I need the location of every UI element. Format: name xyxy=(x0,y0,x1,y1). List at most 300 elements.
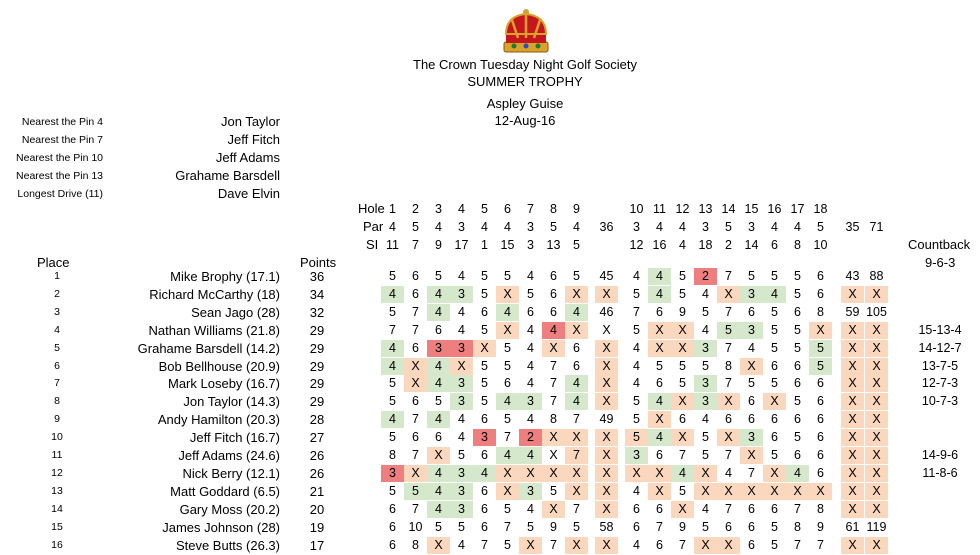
si-label: SI xyxy=(366,237,379,252)
score-cell: 3 xyxy=(625,447,648,464)
hole-number: 17 xyxy=(790,202,805,216)
score-cell: 4 xyxy=(565,304,588,321)
score-cell: 3 xyxy=(450,465,473,482)
score-cell: 8 xyxy=(794,519,801,534)
hole-number: 15 xyxy=(744,202,759,216)
score-cell: 5 xyxy=(504,537,511,552)
score-cell: X xyxy=(549,448,558,462)
score-cell: 5 xyxy=(389,304,396,319)
score-cell: 3 xyxy=(694,375,717,392)
player-name: Jeff Fitch (16.7) xyxy=(189,430,280,446)
score-cell: 4 xyxy=(458,430,465,445)
score-cell: 4 xyxy=(458,537,465,552)
points-header: Points xyxy=(300,255,337,270)
score-cell: 4 xyxy=(648,268,671,285)
score-cell: 6 xyxy=(481,501,488,516)
score-cell: 5 xyxy=(794,286,801,301)
score-cell: 6 xyxy=(725,412,732,427)
score-cell: 5 xyxy=(389,394,396,409)
course-name: Aspley Guise xyxy=(486,96,564,111)
score-cell: 3 xyxy=(694,393,717,410)
score-cell: X xyxy=(841,322,864,339)
score-cell: X xyxy=(595,537,618,554)
score-cell: 9 xyxy=(550,519,557,534)
player-countback: 11-8-6 xyxy=(922,465,958,480)
score-cell: 5 xyxy=(389,430,396,445)
par-value: 4 xyxy=(481,220,488,234)
score-cell: X xyxy=(473,340,496,357)
score-cell: 4 xyxy=(427,358,450,375)
score-cell: 5 xyxy=(633,394,640,409)
score-cell: X xyxy=(841,411,864,428)
player-place: 3 xyxy=(54,305,60,318)
score-cell: 6 xyxy=(817,286,824,301)
score-cell: 5 xyxy=(625,429,648,446)
score-cell: 4 xyxy=(381,286,404,303)
score-cell: X xyxy=(648,340,671,357)
si-value: 12 xyxy=(629,238,644,252)
score-cell: 6 xyxy=(817,465,824,480)
score-cell: 5 xyxy=(481,394,488,409)
score-cell: 6 xyxy=(389,519,396,534)
player-name: Jeff Adams (24.6) xyxy=(178,448,280,463)
score-cell: 3 xyxy=(740,429,763,446)
score-cell: 4 xyxy=(427,483,450,500)
score-cell: 5 xyxy=(771,376,778,391)
score-cell: X xyxy=(809,483,832,500)
score-cell: 6 xyxy=(679,412,686,427)
score-cell: 6 xyxy=(748,501,755,516)
player-place: 10 xyxy=(51,431,63,444)
score-cell: 4 xyxy=(381,411,404,428)
score-cell: X xyxy=(865,340,888,357)
score-cell: X xyxy=(602,322,611,337)
score-cell: 3 xyxy=(694,340,717,357)
score-cell: 4 xyxy=(427,304,450,321)
score-cell: X xyxy=(671,340,694,357)
event-date: 12-Aug-16 xyxy=(494,113,556,128)
score-cell: 7 xyxy=(656,519,663,534)
score-cell: 6 xyxy=(771,358,778,373)
score-cell: X xyxy=(865,375,888,392)
score-cell: 5 xyxy=(702,448,709,462)
score-cell: X xyxy=(717,537,740,554)
score-cell: 5 xyxy=(679,483,686,498)
score-cell: 5 xyxy=(794,340,801,355)
par-value: 4 xyxy=(656,220,663,234)
score-cell: 7 xyxy=(550,358,557,373)
score-cell: X xyxy=(671,501,694,518)
player-name: Richard McCarthy (18) xyxy=(149,286,280,302)
score-cell: 4 xyxy=(527,376,534,391)
score-cell: 6 xyxy=(435,430,442,445)
score-cell: 7 xyxy=(794,537,801,552)
score-cell: 2 xyxy=(519,429,542,446)
score-cell: X xyxy=(404,465,427,482)
player-points: 29 xyxy=(309,340,325,356)
award-label: Nearest the Pin 7 xyxy=(21,134,103,146)
score-cell: X xyxy=(841,447,864,464)
score-cell: X xyxy=(841,340,864,357)
score-cell: X xyxy=(841,286,864,303)
score-cell: 5 xyxy=(771,448,778,462)
score-cell: 5 xyxy=(404,483,427,500)
score-cell: 5 xyxy=(389,269,396,283)
par-value: 5 xyxy=(550,220,557,234)
score-cell: X xyxy=(865,537,888,554)
player-name: Grahame Barsdell (14.2) xyxy=(137,340,280,356)
score-cell: X xyxy=(717,483,740,500)
player-points: 34 xyxy=(309,286,325,302)
score-cell: X xyxy=(450,358,473,375)
score-cell: 3 xyxy=(450,483,473,500)
score-cell: 9 xyxy=(679,304,686,319)
score-cell: X xyxy=(841,501,864,518)
score-cell: 6 xyxy=(748,304,755,319)
score-cell: 7 xyxy=(550,394,557,409)
score-cell: 3 xyxy=(450,393,473,410)
score-cell: 6 xyxy=(748,519,755,534)
score-cell: 8 xyxy=(412,537,419,552)
si-value: 7 xyxy=(412,238,419,252)
award-winner: Grahame Barsdell xyxy=(175,168,280,183)
score-cell: X xyxy=(595,286,618,303)
score-cell: 4 xyxy=(496,447,519,464)
par-value: 4 xyxy=(504,220,511,234)
score-cell: X xyxy=(841,429,864,446)
hole-number: 8 xyxy=(550,202,557,216)
score-cell: 7 xyxy=(412,322,419,337)
score-cell: X xyxy=(763,483,786,500)
score-cell: X xyxy=(865,465,888,482)
score-cell: 4 xyxy=(427,411,450,428)
score-cell: 6 xyxy=(794,448,801,462)
score-cell: 5 xyxy=(389,376,396,391)
player-place: 5 xyxy=(54,341,60,354)
score-cell: 5 xyxy=(679,376,686,391)
score-cell: 4 xyxy=(458,269,465,283)
si-value: 16 xyxy=(652,238,667,252)
score-cell: 5 xyxy=(794,269,801,283)
score-cell: 4 xyxy=(427,375,450,392)
hole-number: 9 xyxy=(573,202,580,216)
score-cell: X xyxy=(625,465,648,482)
score-cell: X xyxy=(865,501,888,518)
award-winner: Jeff Fitch xyxy=(227,132,280,147)
player-points: 29 xyxy=(309,358,325,374)
player-place: 4 xyxy=(54,323,60,336)
score-cell: 7 xyxy=(412,412,419,427)
award-winner: Jon Taylor xyxy=(220,114,280,129)
score-cell: 6 xyxy=(527,304,534,319)
score-cell: 5 xyxy=(633,286,640,301)
player-name: Bob Bellhouse (20.9) xyxy=(158,358,280,374)
par-value: 35 xyxy=(845,220,860,234)
score-cell: 4 xyxy=(633,340,640,355)
player-place: 7 xyxy=(54,377,60,390)
score-cell: 5 xyxy=(702,519,709,534)
score-cell: 7 xyxy=(725,340,732,355)
countback-header: Countback xyxy=(908,237,971,252)
score-cell: 5 xyxy=(481,376,488,391)
award-label: Longest Drive (11) xyxy=(17,188,103,200)
score-cell: 8 xyxy=(817,501,824,516)
hole-number: 4 xyxy=(458,202,465,216)
score-cell: 9 xyxy=(817,519,824,534)
score-cell: 6 xyxy=(633,501,640,516)
score-cell: X xyxy=(809,322,832,339)
score-cell: 7 xyxy=(550,537,557,552)
par-value: 3 xyxy=(702,220,709,234)
score-cell: 6 xyxy=(794,358,801,373)
score-cell: 4 xyxy=(381,340,404,357)
si-value: 13 xyxy=(546,238,561,252)
score-cell: X xyxy=(595,447,618,464)
score-cell: 4 xyxy=(702,286,709,301)
score-cell: 7 xyxy=(573,501,580,516)
score-cell: 7 xyxy=(481,537,488,552)
par-label: Par xyxy=(363,219,384,234)
si-value: 11 xyxy=(386,238,399,252)
score-cell: 4 xyxy=(633,376,640,391)
hole-number: 5 xyxy=(481,202,488,216)
score-cell: 6 xyxy=(389,537,396,552)
score-cell: 6 xyxy=(412,430,419,445)
award-label: Nearest the Pin 13 xyxy=(16,170,103,182)
score-cell: X xyxy=(595,358,618,375)
score-cell: 6 xyxy=(748,412,755,427)
score-cell: 5 xyxy=(458,519,465,534)
score-cell: 4 xyxy=(786,465,809,482)
score-cell: 4 xyxy=(763,286,786,303)
score-cell: 5 xyxy=(504,358,511,373)
score-cell: X xyxy=(595,483,618,500)
score-cell: X xyxy=(841,537,864,554)
score-cell: 6 xyxy=(633,519,640,534)
score-cell: 6 xyxy=(656,376,663,391)
score-cell: 7 xyxy=(565,447,588,464)
score-cell: 4 xyxy=(748,340,755,355)
score-cell: 5 xyxy=(771,519,778,534)
score-cell: X xyxy=(841,393,864,410)
score-cell: 4 xyxy=(473,465,496,482)
score-cell: 3 xyxy=(450,286,473,303)
player-place: 14 xyxy=(51,502,63,515)
score-cell: 6 xyxy=(573,358,580,373)
score-cell: 3 xyxy=(519,393,542,410)
si-value: 18 xyxy=(698,238,713,252)
player-place: 13 xyxy=(51,484,63,497)
score-cell: 5 xyxy=(633,412,640,427)
score-cell: 4 xyxy=(427,286,450,303)
score-cell: X xyxy=(865,393,888,410)
score-cell: 8 xyxy=(725,358,732,373)
score-cell: X xyxy=(648,465,671,482)
score-cell: 5 xyxy=(573,269,580,283)
score-cell: 4 xyxy=(496,393,519,410)
score-cell: X xyxy=(595,501,618,518)
score-cell: 5 xyxy=(504,269,511,283)
score-cell: 3 xyxy=(450,340,473,357)
score-cell: 4 xyxy=(527,322,534,337)
score-cell: 4 xyxy=(648,429,671,446)
score-cell: X xyxy=(648,322,671,339)
score-cell: 5 xyxy=(527,286,534,301)
score-cell: 6 xyxy=(550,269,557,283)
score-cell: 4 xyxy=(458,412,465,427)
score-cell: 5 xyxy=(573,519,580,534)
score-cell: 5 xyxy=(771,322,778,337)
score-cell: 6 xyxy=(817,448,824,462)
player-place: 12 xyxy=(51,466,63,479)
crown-logo xyxy=(500,8,552,56)
si-value: 5 xyxy=(573,238,580,252)
score-cell: 5 xyxy=(679,358,686,373)
score-cell: X xyxy=(595,340,618,357)
score-cell: X xyxy=(595,375,618,392)
score-cell: 7 xyxy=(412,501,419,516)
score-cell: X xyxy=(542,465,565,482)
score-cell: X xyxy=(717,393,740,410)
score-cell: 6 xyxy=(504,376,511,391)
score-cell: 6 xyxy=(656,501,663,516)
score-cell: 5 xyxy=(550,483,557,498)
player-place: 9 xyxy=(54,413,60,426)
score-cell: 4 xyxy=(565,393,588,410)
player-points: 28 xyxy=(309,412,325,428)
score-cell: 6 xyxy=(817,412,824,427)
score-cell: 3 xyxy=(450,501,473,518)
player-place: 2 xyxy=(54,287,60,300)
score-cell: X xyxy=(648,411,671,428)
player-name: Gary Moss (20.2) xyxy=(179,501,280,517)
si-value: 1 xyxy=(481,238,488,252)
player-name: Matt Goddard (6.5) xyxy=(170,483,280,499)
score-cell: 5 xyxy=(771,269,778,283)
score-cell: 8 xyxy=(817,304,824,319)
score-cell: 3 xyxy=(740,322,763,339)
score-cell: 6 xyxy=(748,537,755,552)
score-cell: 7 xyxy=(725,304,732,319)
score-cell: X xyxy=(841,358,864,375)
score-cell: 5 xyxy=(504,412,511,427)
score-cell: 7 xyxy=(725,501,732,516)
score-cell: X xyxy=(565,286,588,303)
score-cell: X xyxy=(671,393,694,410)
score-cell: 5 xyxy=(794,394,801,409)
score-cell: X xyxy=(865,286,888,303)
score-cell: X xyxy=(565,465,588,482)
score-cell: 6 xyxy=(481,519,488,534)
score-cell: 5 xyxy=(702,304,709,319)
score-cell: 3 xyxy=(519,483,542,500)
hole-number: 12 xyxy=(675,202,690,216)
score-cell: 5 xyxy=(702,358,709,373)
si-value: 4 xyxy=(679,238,686,252)
score-cell: 8 xyxy=(550,412,557,427)
score-cell: X xyxy=(496,286,519,303)
si-value: 2 xyxy=(725,238,732,252)
hole-number: 14 xyxy=(721,202,736,216)
player-place: 6 xyxy=(54,359,60,372)
score-cell: 6 xyxy=(481,412,488,427)
player-name: James Johnson (28) xyxy=(162,519,280,535)
score-cell: 7 xyxy=(573,412,580,427)
score-cell: X xyxy=(694,483,717,500)
score-cell: 5 xyxy=(504,501,511,516)
score-cell: 4 xyxy=(725,465,732,480)
player-name: Nathan Williams (21.8) xyxy=(148,322,280,338)
player-place: 15 xyxy=(51,520,63,533)
score-cell: X xyxy=(865,447,888,464)
score-cell: X xyxy=(717,429,740,446)
score-cell: X xyxy=(427,447,450,464)
score-cell: 5 xyxy=(748,376,755,391)
si-value: 10 xyxy=(813,238,828,252)
par-value: 5 xyxy=(725,220,732,234)
score-cell: X xyxy=(841,375,864,392)
par-value: 4 xyxy=(679,220,686,234)
score-cell: 49 xyxy=(599,412,614,427)
score-cell: 4 xyxy=(702,412,709,427)
score-cell: 5 xyxy=(702,430,709,445)
score-cell: 6 xyxy=(412,286,419,301)
player-name: Andy Hamilton (20.3) xyxy=(157,412,280,428)
hole-number: 11 xyxy=(653,202,666,216)
score-cell: 4 xyxy=(381,358,404,375)
score-cell: X xyxy=(740,358,763,375)
score-cell: 6 xyxy=(435,322,442,337)
score-cell: 6 xyxy=(389,501,396,516)
score-cell: 4 xyxy=(458,304,465,319)
score-cell: 4 xyxy=(633,483,640,498)
par-value: 4 xyxy=(435,220,442,234)
score-cell: 4 xyxy=(527,269,534,283)
score-cell: 6 xyxy=(794,412,801,427)
score-cell: 4 xyxy=(519,447,542,464)
score-cell: 4 xyxy=(633,537,640,552)
award-winner: Dave Elvin xyxy=(217,186,280,201)
score-cell: 5 xyxy=(679,286,686,301)
si-value: 9 xyxy=(435,238,442,252)
score-cell: 6 xyxy=(412,340,419,355)
si-value: 8 xyxy=(794,238,801,252)
score-cell: 5 xyxy=(717,322,740,339)
score-cell: 6 xyxy=(481,483,488,498)
player-countback: 14-9-6 xyxy=(921,448,959,462)
score-cell: X xyxy=(763,393,786,410)
score-cell: 6 xyxy=(725,519,732,534)
score-cell: 4 xyxy=(633,358,640,373)
score-cell: X xyxy=(694,537,717,554)
score-cell: X xyxy=(595,465,618,482)
score-cell: 4 xyxy=(702,501,709,516)
score-cell: 5 xyxy=(435,394,442,409)
par-value: 3 xyxy=(633,220,640,234)
score-cell: X xyxy=(595,429,618,446)
score-cell: X xyxy=(648,483,671,500)
score-cell: X xyxy=(786,483,809,500)
score-cell: 9 xyxy=(679,519,686,534)
player-countback: 14-12-7 xyxy=(918,340,962,355)
score-cell: 5 xyxy=(679,269,686,283)
player-points: 21 xyxy=(309,483,325,499)
score-cell: 6 xyxy=(656,448,663,462)
score-cell: 5 xyxy=(389,483,396,498)
score-cell: 59 xyxy=(845,304,860,319)
score-cell: 4 xyxy=(542,322,565,339)
score-cell: X xyxy=(865,411,888,428)
